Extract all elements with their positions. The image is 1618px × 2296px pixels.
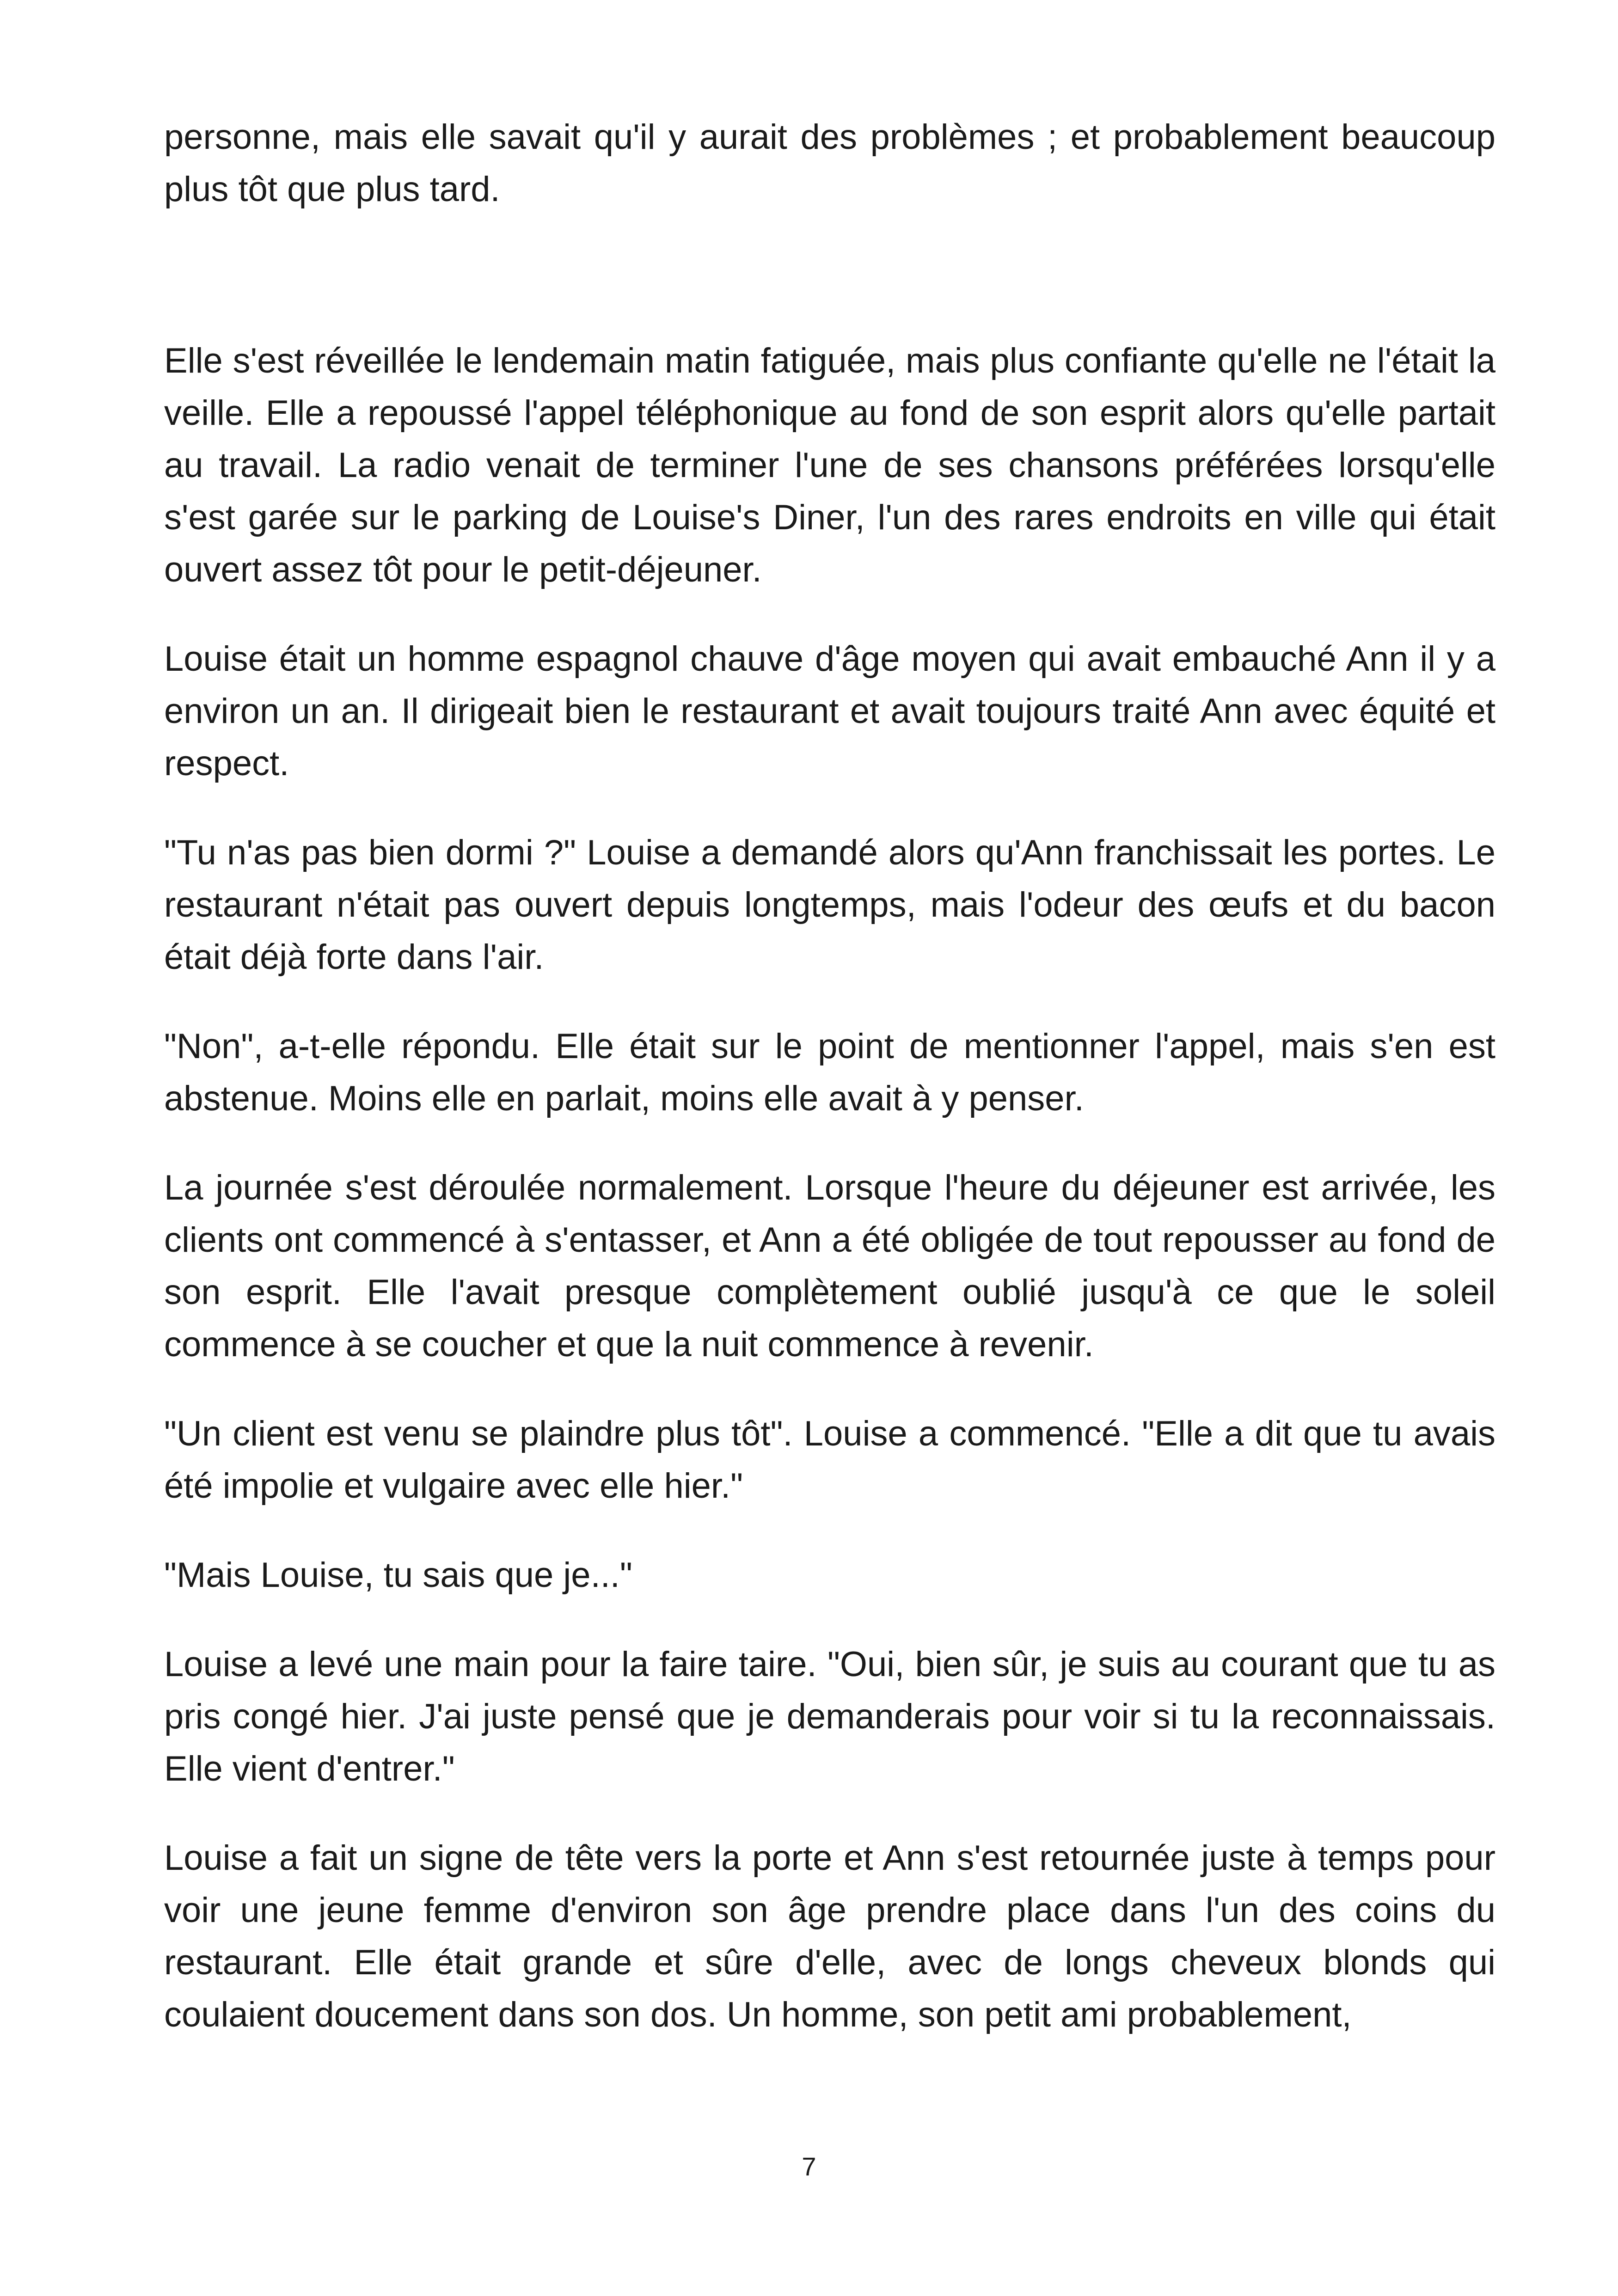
paragraph-8: "Mais Louise, tu sais que je...": [164, 1555, 632, 1595]
document-body: [164, 111, 1495, 2041]
paragraph-2: Elle s'est réveillée le lendemain matin fatiguée, mais plus confiante qu'elle ne l'était la veille. Elle a repoussé l'appel téléphonique au fond de son esprit alors qu'elle partait au travail. La radio venait de terminer l'une de ses chansons préférées lorsqu'elle s'est garée sur le parking de Louise's Diner, l'un des rares endroits en ville qui était ouvert assez tôt pour le petit-déjeuner.: [164, 341, 1495, 589]
paragraph-6: La journée s'est déroulée normalement. Lorsque l'heure du déjeuner est arrivée, les clients ont commencé à s'entasser, et Ann a été obligée de tout repousser au fond de son esprit. Elle l'avait presque complètement oublié jusqu'à ce que le soleil commence à se coucher et que la nuit commence à revenir.: [164, 1168, 1495, 1364]
paragraph-4: "Tu n'as pas bien dormi ?" Louise a demandé alors qu'Ann franchissait les portes. Le restaurant n'était pas ouvert depuis longtemps, mais l'odeur des œufs et du bacon était déjà forte dans l'air.: [164, 833, 1495, 977]
paragraph-5: "Non", a-t-elle répondu. Elle était sur le point de mentionner l'appel, mais s'en est abstenue. Moins elle en parlait, moins elle avait à y penser.: [164, 1027, 1495, 1118]
paragraph-10: Louise a fait un signe de tête vers la porte et Ann s'est retournée juste à temps pour voir une jeune femme d'environ son âge prendre place dans l'un des coins du restaurant. Elle était grande et sûre d'elle, avec de longs cheveux blonds qui coulaient doucement dans son dos. Un homme, son petit ami probablement,: [164, 1838, 1495, 2034]
paragraph-1: personne, mais elle savait qu'il y aurait des problèmes ; et probablement beaucoup plus tôt que plus tard.: [164, 117, 1495, 209]
paragraph-7: "Un client est venu se plaindre plus tôt". Louise a commencé. "Elle a dit que tu avais été impolie et vulgaire avec elle hier.": [164, 1414, 1495, 1506]
paragraph-9: Louise a levé une main pour la faire taire. "Oui, bien sûr, je suis au courant que tu as pris congé hier. J'ai juste pensé que je demanderais pour voir si tu la reconnaissais. Elle vient d'entrer.": [164, 1645, 1495, 1788]
page-number: 7: [802, 2152, 816, 2181]
paragraph-3: Louise était un homme espagnol chauve d'âge moyen qui avait embauché Ann il y a environ un an. Il dirigeait bien le restaurant et avait toujours traité Ann avec équité et respect.: [164, 639, 1495, 783]
